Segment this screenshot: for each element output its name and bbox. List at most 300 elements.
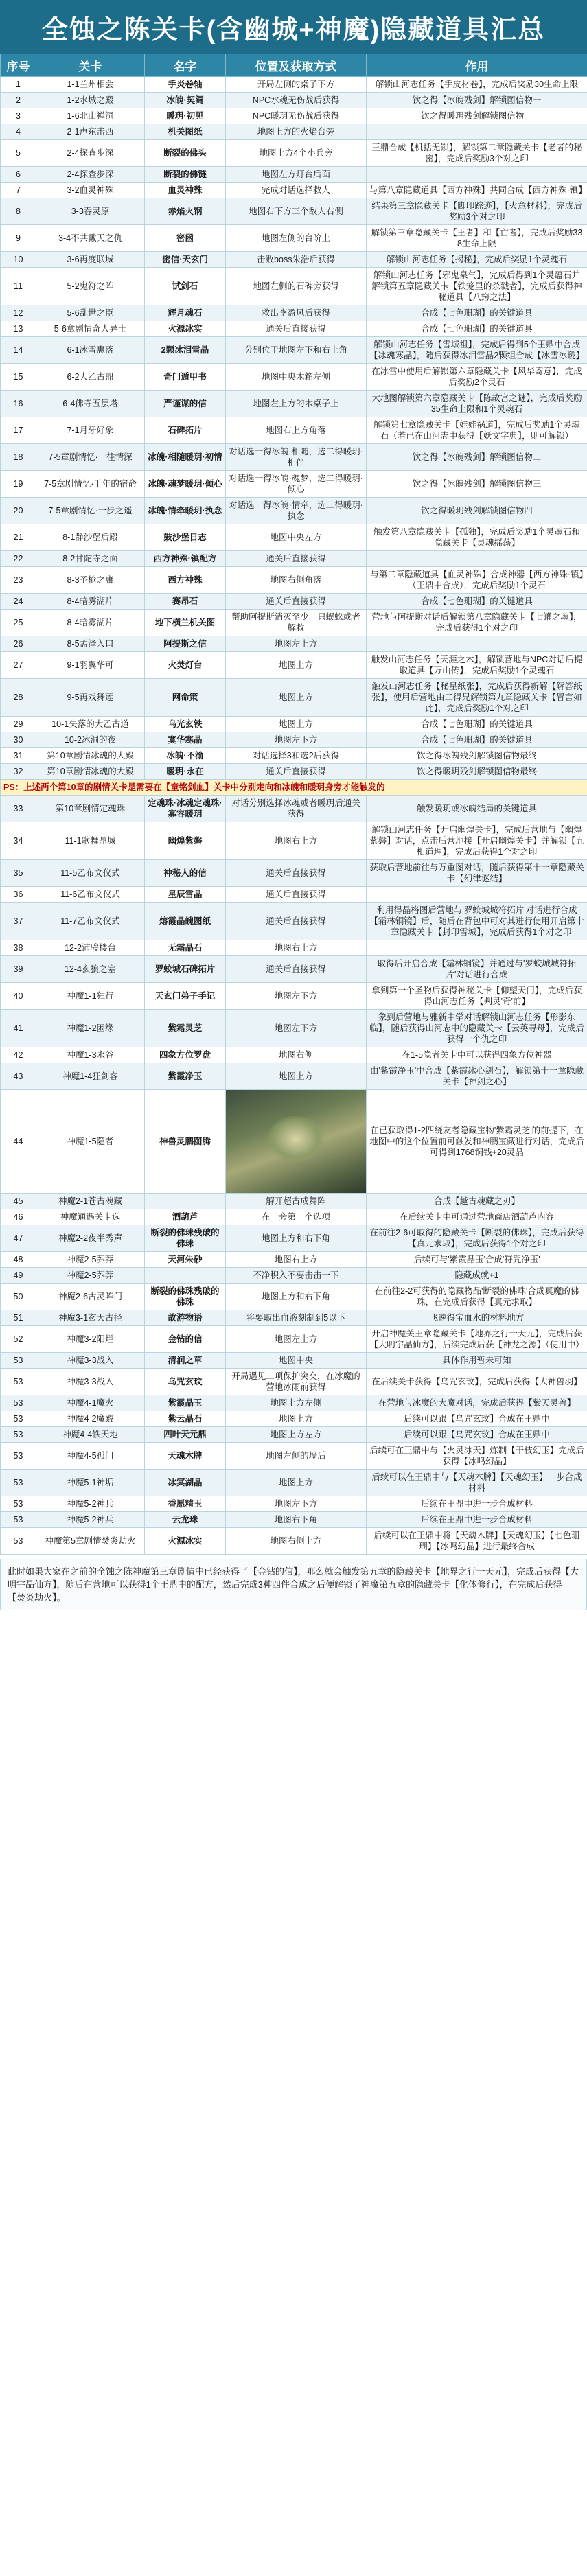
- cell-use: 解锁第七章隐藏关卡【娃娃祸道】，完成后奖励1个灵魂石（若已在山河志中获得【妖文字典】，则可解锁）: [367, 417, 587, 444]
- cell-location: 通关后直接获得: [226, 551, 367, 567]
- cell-use: [367, 124, 587, 140]
- table-row: [1, 594, 587, 610]
- table-row: [1, 551, 587, 567]
- cell-location: 地图右下角: [226, 1512, 367, 1528]
- cell-use: 获取后营地前往与万重图对话，随后获得第十一章隐藏关卡【幻律谜结】: [367, 860, 587, 887]
- cell-level: 3-2血灵神殊: [36, 183, 145, 198]
- cell-level: 神魔2-5荞莽: [36, 1252, 145, 1268]
- cell-location: 地图左下方: [226, 983, 367, 1010]
- table-row: [1, 524, 587, 551]
- table-row: [1, 679, 587, 717]
- cell-level: 2-4探查步深: [36, 140, 145, 167]
- cell-no: 15: [1, 364, 36, 391]
- cell-no: 19: [1, 471, 36, 498]
- table-row: [1, 1194, 587, 1209]
- cell-no: 25: [1, 610, 36, 636]
- cell-location: 地图右上方: [226, 940, 367, 956]
- cell-no: 52: [1, 1326, 36, 1353]
- table-row: [1, 498, 587, 524]
- items-table: [0, 54, 587, 1555]
- cell-level: 第10章剧情冰魂的大殿: [36, 764, 145, 780]
- cell-no: 43: [1, 1063, 36, 1090]
- cell-use: 后续可以在王鼎中与【天魂木牌】【天魂幻玉】一步合成材料: [367, 1470, 587, 1496]
- cell-item-name: 金钻的信: [145, 1326, 226, 1353]
- cell-level: 8-5孟泽入口: [36, 636, 145, 652]
- cell-level: 8-3圣枪之庸: [36, 567, 145, 594]
- cell-location: 地图左下方: [226, 1010, 367, 1047]
- cell-use: 饮之得暖玥残剑解锁图信物四: [367, 498, 587, 524]
- table-row: [1, 1411, 587, 1427]
- cell-no: 53: [1, 1443, 36, 1470]
- cell-use: 在1-5隐者关卡中可以获得四象方位神器: [367, 1047, 587, 1063]
- table-row: [1, 77, 587, 93]
- cell-no: 30: [1, 732, 36, 748]
- cell-location: NPC暖玥无伤战后获得: [226, 108, 367, 124]
- cell-no: 28: [1, 679, 36, 717]
- cell-item-name: 故游物语: [145, 1310, 226, 1326]
- cell-location: NPC水魂无伤战后获得: [226, 93, 367, 108]
- cell-location: 通关后直接获得: [226, 956, 367, 983]
- cell-use: 后续在王鼎中进一步合成材料: [367, 1512, 587, 1528]
- ps-note-row: [1, 780, 587, 796]
- cell-level: 7-5章剧情忆·一步之遥: [36, 498, 145, 524]
- ps-note: PS：上述两个第10章的剧情关卡是需要在【童铭剑血】关卡中分别走向和冰魄和暖玥身旁才能触发的: [1, 780, 587, 796]
- cell-no: 32: [1, 764, 36, 780]
- cell-level: 神魔1-4狂剑客: [36, 1063, 145, 1090]
- cell-location: 帮助阿提斯消灭至少一只蜈蚣或者解救: [226, 610, 367, 636]
- footer-note: [0, 1559, 587, 1610]
- cell-location: 地图左上方的木桌子上: [226, 391, 367, 417]
- cell-location: 不净积入不要击击一下: [226, 1268, 367, 1284]
- cell-no: 49: [1, 1268, 36, 1284]
- cell-use: 解锁山河志任务【邪鬼泉气】，完成后得到1个灵蕴石并解锁第五章隐藏关卡【铁笼里的杀戮者】，完成后获得神秘道具【八窍之法】: [367, 268, 587, 305]
- page-title: [0, 0, 587, 54]
- cell-level: 1-1兰州相会: [36, 77, 145, 93]
- table-row: [1, 940, 587, 956]
- cell-use: 解锁山河志任务【开启幽煌关卡】，完成后营地与【幽煌紫磐】对话，点击后营地接【开启幽煌关卡】并解锁【五相道理】，完成后获得1个对之印: [367, 822, 587, 860]
- cell-level: 神魔5-2神兵: [36, 1496, 145, 1512]
- cell-use: 合成【七色珊瑚】的关键道具: [367, 594, 587, 610]
- cell-level: 神魔2-1苍古魂藏: [36, 1194, 145, 1209]
- cell-use: 与第八章隐藏道具【西方神殊】共同合成【西方神殊·镇】: [367, 183, 587, 198]
- cell-no: 10: [1, 252, 36, 268]
- table-row: [1, 1063, 587, 1090]
- cell-location: 地图中央左方: [226, 524, 367, 551]
- table-row: [1, 636, 587, 652]
- cell-location: 地图上方: [226, 1411, 367, 1427]
- table-row: [1, 198, 587, 225]
- cell-level: 神魔4-5孤门: [36, 1443, 145, 1470]
- cell-no: 38: [1, 940, 36, 956]
- cell-level: 10-2冰洞的夜: [36, 732, 145, 748]
- cell-location: 对话分别选择冰魂或者暖玥后通关获得: [226, 796, 367, 822]
- cell-no: 18: [1, 444, 36, 471]
- table-row: [1, 417, 587, 444]
- cell-location: 地图右上方角落: [226, 417, 367, 444]
- cell-use: 饮之得【冰魄残剑】解锁图信物二: [367, 444, 587, 471]
- table-row: [1, 1528, 587, 1555]
- cell-level: 第10章剧情冰魂的大殿: [36, 748, 145, 764]
- cell-item-name: 星辰雪晶: [145, 887, 226, 903]
- cell-use: 在后续关卡获得【乌咒玄玟】，完成后获得【大神兽羽】: [367, 1369, 587, 1395]
- table-row: [1, 124, 587, 140]
- cell-no: 53: [1, 1395, 36, 1411]
- header-use: 作用: [367, 54, 587, 77]
- cell-level: 神魔1-1独行: [36, 983, 145, 1010]
- cell-location: 击败boss朱浩后获得: [226, 252, 367, 268]
- cell-use: 大地图解锁第六章隐藏关卡【陈故宫之谜】，完成后奖励35生命上限和1个灵魂石: [367, 391, 587, 417]
- cell-location: 地图上方: [226, 652, 367, 679]
- cell-use: 触发山河志任务【天涯之木】，解锁营地与NPC对话后提取道具【万山传】，完成后奖励1个灵魂石: [367, 652, 587, 679]
- cell-location: 通关后直接获得: [226, 321, 367, 337]
- cell-level: 2-1声东击西: [36, 124, 145, 140]
- cell-use: 在营地与冰魔的大魔对话，完成后获得【紫天灵兽】: [367, 1395, 587, 1411]
- cell-no: 37: [1, 903, 36, 940]
- cell-item-name: 石碑拓片: [145, 417, 226, 444]
- cell-location: 地图左下方: [226, 1496, 367, 1512]
- cell-use: 后续可在王鼎中与【火灵冰天】炼制【干枝幻玉】完成后获得【冰鸣幻晶】: [367, 1443, 587, 1470]
- cell-use: 在已获取得1-2四绕友者隐藏宝物'紫霜灵芝'的前提下，在地图中的这个位置前可触发和神鹏宝藏进行对话，完成后可得到1768铜钱+20灵晶: [367, 1090, 587, 1194]
- table-row: [1, 225, 587, 252]
- cell-level: 6-4佛寺五层塔: [36, 391, 145, 417]
- cell-no: 16: [1, 391, 36, 417]
- cell-no: 46: [1, 1209, 36, 1225]
- cell-use: 由'紫霞净玉'中合成【紫霞冰心剑石】，解锁第十一章隐藏关卡【神剑之心】: [367, 1063, 587, 1090]
- cell-level: 神魔2-5荞莽: [36, 1268, 145, 1284]
- cell-location: 地图右下方三个敌人右侧: [226, 198, 367, 225]
- table-row: [1, 364, 587, 391]
- table-row: [1, 610, 587, 636]
- cell-level: 11-1歌舞鼎城: [36, 822, 145, 860]
- cell-level: 1-6北山禅洞: [36, 108, 145, 124]
- table-row: [1, 1369, 587, 1395]
- cell-level: 8-1静沙堡后殿: [36, 524, 145, 551]
- cell-level: 神魔4-1魔火: [36, 1395, 145, 1411]
- cell-item-name: 赤焰火钢: [145, 198, 226, 225]
- table-row: [1, 1395, 587, 1411]
- cell-level: 5-6乱世之臣: [36, 305, 145, 321]
- cell-use: 王鼎合成【机括无锁】，解锁第二章隐藏关卡【老者的秘密】，完成后奖励3个对之印: [367, 140, 587, 167]
- cell-use: 在前往2-2可获得的隐藏物品'断裂的佛珠'合成真魔的佛珠，在完成后获得【真元求取】: [367, 1284, 587, 1310]
- cell-level: 6-2大乙古鼎: [36, 364, 145, 391]
- cell-no: 1: [1, 77, 36, 93]
- table-row: [1, 1010, 587, 1047]
- cell-location: 通关后直接获得: [226, 764, 367, 780]
- cell-use: 在冰雪中使用后解锁第六章隐藏关卡【风华寄意】，完成后奖励2个灵石: [367, 364, 587, 391]
- cell-no: 33: [1, 796, 36, 822]
- cell-level: 神魔5-1神垢: [36, 1470, 145, 1496]
- cell-location: 对话选择3和选2后获得: [226, 748, 367, 764]
- cell-use: 合成【越古魂藏之刃】: [367, 1194, 587, 1209]
- cell-item-name: 火源冰实: [145, 1528, 226, 1555]
- table-row: [1, 1496, 587, 1512]
- cell-location: 地图左方灯台后面: [226, 167, 367, 183]
- cell-item-name: 冰魄·相随暖玥·初情: [145, 444, 226, 471]
- cell-location: 通关后直接获得: [226, 860, 367, 887]
- cell-location: 地图左侧的石碑旁获得: [226, 268, 367, 305]
- table-row: [1, 1427, 587, 1443]
- cell-use: 合成【七色珊瑚】的关键道具: [367, 321, 587, 337]
- cell-item-name: 天河朱砂: [145, 1252, 226, 1268]
- cell-location: 在一旁第一个选项: [226, 1209, 367, 1225]
- cell-use: [367, 887, 587, 903]
- cell-level: 9-1羽翼华可: [36, 652, 145, 679]
- table-row: [1, 1310, 587, 1326]
- cell-level: 5-2鬼符之阵: [36, 268, 145, 305]
- cell-item-name: 幽煌紫磐: [145, 822, 226, 860]
- cell-location: 地图上方: [226, 1063, 367, 1090]
- cell-level: 7-1月牙好象: [36, 417, 145, 444]
- table-row: [1, 748, 587, 764]
- cell-item-name: 密函: [145, 225, 226, 252]
- table-row: [1, 444, 587, 471]
- cell-level: 神魔4-4铁天地: [36, 1427, 145, 1443]
- cell-level: 11-7乙布文仪式: [36, 903, 145, 940]
- table-row: [1, 337, 587, 364]
- cell-location: 通关后直接获得: [226, 887, 367, 903]
- cell-item-name: 网命策: [145, 679, 226, 717]
- cell-use: 饮之得暖玥残剑解锁图信物一: [367, 108, 587, 124]
- cell-item-name: 酒葫芦: [145, 1209, 226, 1225]
- cell-item-name: 西方神殊: [145, 567, 226, 594]
- cell-location: 地图上方: [226, 1470, 367, 1496]
- cell-item-name: 西方神殊·镇配方: [145, 551, 226, 567]
- table-row: [1, 1326, 587, 1353]
- table-row: [1, 268, 587, 305]
- table-row: [1, 983, 587, 1010]
- cell-use: 营地与阿提斯对话后解锁第八章隐藏关卡【七罐之魂】，完成后获得1个对之印: [367, 610, 587, 636]
- table-row: [1, 391, 587, 417]
- table-row: [1, 108, 587, 124]
- cell-item-name: 四象方位罗盘: [145, 1047, 226, 1063]
- cell-item-name: 断裂的佛珠残破的佛珠: [145, 1284, 226, 1310]
- cell-use: 结果第三章隐藏关卡【脚印踪迹】，【火意材料】，完成后奖励3个对之印: [367, 198, 587, 225]
- cell-item-name: 紫云晶石: [145, 1411, 226, 1427]
- cell-item-name: 乌光玄铁: [145, 717, 226, 732]
- cell-level: 神魔5-2神兵: [36, 1512, 145, 1528]
- cell-no: 24: [1, 594, 36, 610]
- cell-use: 饮之得暖玥残剑解锁图信物最终: [367, 764, 587, 780]
- cell-no: 7: [1, 183, 36, 198]
- cell-level: 神魔3-3战入: [36, 1369, 145, 1395]
- footer-note-text: 此时如果大家在之前的全蚀之陈神魔第三章剧情中已经获得了【金钻的信】，那么就会触发第五章的隐藏关卡【地界之行一天元】，完成后获得【大明宇晶仙方】，随后在营地可以获得1个王鼎中的配方，然后完成3种四件合成之后便解锁了神魔第五章的隐藏关卡【化体修行】，在完成后获得【焚炎劫火】。: [8, 1566, 579, 1603]
- cell-location: 地图上方左侧: [226, 1395, 367, 1411]
- cell-location: 完成对话选择救人: [226, 183, 367, 198]
- cell-location: 地图中央木箱左侧: [226, 364, 367, 391]
- cell-use: 取得后开启合成【霜林铜镜】并通过与'罗蛟城城符拓片'对话进行合成: [367, 956, 587, 983]
- cell-no: 5: [1, 140, 36, 167]
- table-row: [1, 1090, 587, 1194]
- cell-location: 地图上方左方: [226, 1427, 367, 1443]
- cell-level: 9-5再戏舞莲: [36, 679, 145, 717]
- table-row: [1, 1512, 587, 1528]
- cell-level: 神魔1-3永谷: [36, 1047, 145, 1063]
- cell-item-name: 试剑石: [145, 268, 226, 305]
- cell-no: 23: [1, 567, 36, 594]
- cell-item-name: 严谨谋的信: [145, 391, 226, 417]
- cell-level: 10-1失落的大乙古道: [36, 717, 145, 732]
- cell-item-name: 天魂木牌: [145, 1443, 226, 1470]
- cell-level: 神魔3-2阳烂: [36, 1326, 145, 1353]
- cell-no: 9: [1, 225, 36, 252]
- cell-no: 53: [1, 1496, 36, 1512]
- cell-location: 地图左下方: [226, 732, 367, 748]
- cell-use: 与第二章隐藏道具【血灵神殊】合成神器【西方神殊·镇】（王鼎中合成），完成后奖励1个灵石: [367, 567, 587, 594]
- cell-location: 地图上方: [226, 679, 367, 717]
- cell-no: 22: [1, 551, 36, 567]
- cell-item-name: 四叶天元鼎: [145, 1427, 226, 1443]
- cell-no: 44: [1, 1090, 36, 1194]
- cell-use: 触发第八章隐藏关卡【孤独】，完成后奖励1个灵魂石和隐藏关卡【灵魂摇荡】: [367, 524, 587, 551]
- cell-item-name: 无霜晶石: [145, 940, 226, 956]
- cell-item-name: 云龙珠: [145, 1512, 226, 1528]
- cell-use: 合成【七色珊瑚】的关键道具: [367, 732, 587, 748]
- cell-level: 3-3吞灵原: [36, 198, 145, 225]
- cell-use: [367, 636, 587, 652]
- cell-level: 神魔2-2夜半秀声: [36, 1225, 145, 1252]
- cell-no: 50: [1, 1284, 36, 1310]
- cell-no: 47: [1, 1225, 36, 1252]
- cell-level: 神魔1-2困缘: [36, 1010, 145, 1047]
- cell-use: 后续在王鼎中进一步合成材料: [367, 1496, 587, 1512]
- cell-location: 地图右上方: [226, 822, 367, 860]
- cell-no: 53: [1, 1427, 36, 1443]
- cell-item-name: 冰魄·不渝: [145, 748, 226, 764]
- cell-use: 开启神魔关王章隐藏关卡【地界之行一天元】，完成后获【大明宇晶仙方】，后续完成后获【神龙之源】（使用中）: [367, 1326, 587, 1353]
- cell-item-name: 紫霞晶玉: [145, 1395, 226, 1411]
- cell-no: 41: [1, 1010, 36, 1047]
- cell-item-name: 2颗冰泪雪晶: [145, 337, 226, 364]
- table-row: [1, 1353, 587, 1369]
- cell-no: 53: [1, 1369, 36, 1395]
- cell-item-name: 紫霜灵芝: [145, 1010, 226, 1047]
- cell-use: 饮之得【冰魄残剑】解锁图信物三: [367, 471, 587, 498]
- cell-level: 神魔4-2魔殿: [36, 1411, 145, 1427]
- cell-location: 通关后直接获得: [226, 903, 367, 940]
- cell-item-name: 断裂的佛珠残破的佛珠: [145, 1225, 226, 1252]
- cell-item-name: 机关图纸: [145, 124, 226, 140]
- cell-item-name: 紫霞净玉: [145, 1063, 226, 1090]
- cell-location: 地图左上方: [226, 636, 367, 652]
- table-row: [1, 167, 587, 183]
- cell-no: 34: [1, 822, 36, 860]
- cell-item-name: 熔霞晶魄图纸: [145, 903, 226, 940]
- cell-use: 合成【七色珊瑚】的关键道具: [367, 305, 587, 321]
- table-row: [1, 1047, 587, 1063]
- cell-location: 对话选一得冰魄·情牵，选二得暖玥·执念: [226, 498, 367, 524]
- cell-no: 27: [1, 652, 36, 679]
- cell-item-name: 辉月魂石: [145, 305, 226, 321]
- cell-item-name: 天玄门弟子手记: [145, 983, 226, 1010]
- cell-location: 地图右侧角落: [226, 567, 367, 594]
- cell-item-name: 暖玥·初见: [145, 108, 226, 124]
- cell-no: 4: [1, 124, 36, 140]
- table-row: [1, 717, 587, 732]
- cell-item-name: 鼓沙堡日志: [145, 524, 226, 551]
- cell-location: 将要取出血液刻制到5以下: [226, 1310, 367, 1326]
- table-row: [1, 956, 587, 983]
- cell-level: 11-6乙布文仪式: [36, 887, 145, 903]
- table-row: [1, 305, 587, 321]
- table-row: [1, 903, 587, 940]
- cell-location: 地图左侧的台阶上: [226, 225, 367, 252]
- cell-item-name: 手炎卷轴: [145, 77, 226, 93]
- cell-use: 解锁第三章隐藏关卡【王者】和【亡者】，完成后奖励338生命上限: [367, 225, 587, 252]
- cell-item-name: 密信·天玄门: [145, 252, 226, 268]
- cell-level: 6-1冰雪惠落: [36, 337, 145, 364]
- cell-level: 神魔3-3战入: [36, 1353, 145, 1369]
- cell-use: 解锁山河志任务【雪域祖】，完成后得到5个王鼎中合成【冰魂寒晶】，随后获得冰泪雪晶2颗组合成【冰雪冰珑】: [367, 337, 587, 364]
- cell-location: 地图左上方: [226, 1326, 367, 1353]
- cell-no: 40: [1, 983, 36, 1010]
- cell-level: 11-5乙布文仪式: [36, 860, 145, 887]
- header-level: 关卡: [36, 54, 145, 77]
- cell-location: 救出李盈风后获得: [226, 305, 367, 321]
- cell-level: 7-5章剧情忆·千年的宿命: [36, 471, 145, 498]
- cell-location: 地图上方和右下角: [226, 1225, 367, 1252]
- cell-item-name: 断裂的佛链: [145, 167, 226, 183]
- header-no: 序号: [1, 54, 36, 77]
- cell-no: 17: [1, 417, 36, 444]
- cell-no: 8: [1, 198, 36, 225]
- cell-use: 解锁山河志任务【揭秘】，完成后奖励1个灵魂石: [367, 252, 587, 268]
- cell-no: 42: [1, 1047, 36, 1063]
- cell-item-name: 定魂珠·冰魂定魂珠·寡容暖玥: [145, 796, 226, 822]
- cell-level: 神魔第5章剧情焚炎劫火: [36, 1528, 145, 1555]
- cell-no: 53: [1, 1470, 36, 1496]
- cell-no: 53: [1, 1528, 36, 1555]
- cell-level: 神魔通遇关卡选: [36, 1209, 145, 1225]
- cell-level: 8-2甘陀寺之面: [36, 551, 145, 567]
- cell-no: 11: [1, 268, 36, 305]
- cell-no: 53: [1, 1353, 36, 1369]
- cell-location: 解开超古成舞阵: [226, 1194, 367, 1209]
- cell-location: 地图右侧: [226, 1047, 367, 1063]
- cell-location: 地图上方: [226, 717, 367, 732]
- cell-item-name: [145, 1268, 226, 1284]
- cell-item-name: 暖玥·永在: [145, 764, 226, 780]
- cell-item-name: 地下横兰机关图: [145, 610, 226, 636]
- table-row: [1, 887, 587, 903]
- cell-use: 饮之得冰魄残剑解锁图信物最终: [367, 748, 587, 764]
- cell-location: 地图上方4个小兵旁: [226, 140, 367, 167]
- cell-item-name: 赛昂石: [145, 594, 226, 610]
- table-row: [1, 732, 587, 748]
- cell-no: 35: [1, 860, 36, 887]
- cell-item-name: 火源冰实: [145, 321, 226, 337]
- cell-no: 20: [1, 498, 36, 524]
- table-row: [1, 252, 587, 268]
- cell-use: 饮之得【冰魄残剑】解锁图信物一: [367, 93, 587, 108]
- cell-no: 31: [1, 748, 36, 764]
- location-screenshot: [226, 1090, 366, 1193]
- header-location: 位置及获取方式: [226, 54, 367, 77]
- cell-use: 后续可以跟【乌咒玄玟】合成在王鼎中: [367, 1427, 587, 1443]
- cell-no: 53: [1, 1411, 36, 1427]
- table-row: [1, 321, 587, 337]
- cell-location: 地图右上方: [226, 1252, 367, 1268]
- header-name: 名字: [145, 54, 226, 77]
- table-row: [1, 1225, 587, 1252]
- table-row: [1, 1268, 587, 1284]
- table-row: [1, 1252, 587, 1268]
- cell-use: 隐藏成就+1: [367, 1268, 587, 1284]
- cell-item-name: 奇门遁甲书: [145, 364, 226, 391]
- cell-no: 26: [1, 636, 36, 652]
- cell-location: 开局左侧的桌子下方: [226, 77, 367, 93]
- cell-level: 7-5章剧情忆·一往情深: [36, 444, 145, 471]
- cell-level: 第10章剧情定魂珠: [36, 796, 145, 822]
